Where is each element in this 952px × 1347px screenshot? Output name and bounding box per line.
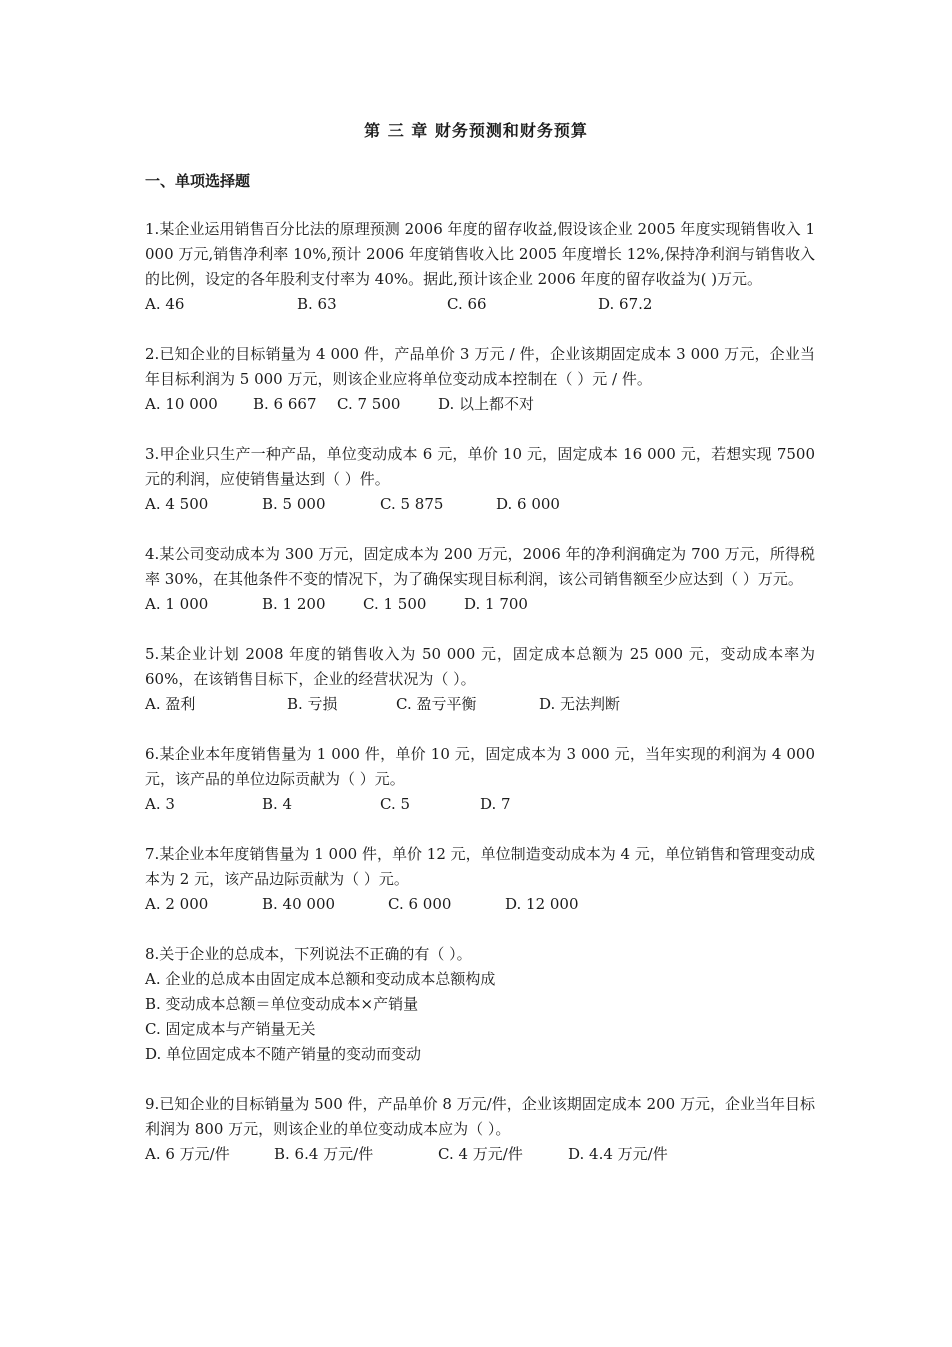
question-stem: 5.某企业计划 2008 年度的销售收入为 50 000 元，固定成本总额为 25 000 元，变动成本率为 60%，在该销售目标下，企业的经营状况为（ ）。: [145, 645, 815, 688]
option-b: B. 1 200: [262, 595, 326, 613]
question-stem: 8.关于企业的总成本，下列说法不正确的有（ ）。: [145, 945, 472, 963]
option-a: A. 3: [145, 795, 175, 813]
option-b: B. 4: [262, 795, 293, 813]
section-title: 一、单项选择题: [145, 172, 251, 190]
option-row: [145, 292, 815, 317]
option-row: [145, 692, 815, 717]
option-row: [145, 592, 815, 617]
question-stem: 7.某企业本年度销售量为 1 000 件，单价 12 元，单位制造变动成本为 4 元，单位销售和管理变动成本为 2 元，该产品边际贡献为（ ）元。: [145, 845, 815, 888]
option-c: C. 4 万元/件: [438, 1145, 523, 1163]
option-b: B. 63: [297, 295, 337, 313]
option-row: [145, 892, 815, 917]
option-a: A. 4 500: [145, 495, 209, 513]
option-a: A. 46: [145, 295, 185, 313]
question-9: [145, 1092, 815, 1167]
option-b: B. 变动成本总额＝单位变动成本×产销量: [145, 995, 419, 1013]
option-d: D. 6 000: [496, 495, 560, 513]
option-row: [145, 392, 815, 417]
option-row: [145, 492, 815, 517]
option-c: C. 6 000: [388, 895, 452, 913]
option-c: C. 66: [447, 295, 487, 313]
option-a: A. 1 000: [145, 595, 209, 613]
option-a: A. 2 000: [145, 895, 209, 913]
option-d: D. 单位固定成本不随产销量的变动而变动: [145, 1045, 422, 1063]
question-5: [145, 642, 815, 717]
option-c: C. 5 875: [380, 495, 444, 513]
question-stem: 2.已知企业的目标销量为 4 000 件，产品单价 3 万元 / 件，企业该期固定成本 3 000 万元，企业当年目标利润为 5 000 万元，则该企业应将单位变动成本控制在（ ）元 / 件。: [145, 345, 815, 388]
chapter-title: 第 三 章 财务预测和财务预算: [364, 121, 588, 140]
option-d: D. 以上都不对: [438, 395, 535, 413]
question-7: [145, 842, 815, 917]
option-d: D. 无法判断: [539, 695, 621, 713]
option-a: A. 盈利: [145, 695, 196, 713]
option-b: B. 40 000: [262, 895, 336, 913]
question-3: [145, 442, 815, 517]
option-b: B. 6.4 万元/件: [274, 1145, 374, 1163]
option-d: D. 12 000: [505, 895, 579, 913]
question-2: [145, 342, 815, 417]
question-list: [145, 217, 815, 1192]
question-stem: 4.某公司变动成本为 300 万元，固定成本为 200 万元，2006 年的净利润确定为 700 万元，所得税率 30%，在其他条件不变的情况下，为了确保实现目标利润，该公司销售额至少应达到（ ）万元。: [145, 545, 815, 588]
option-c: C. 7 500: [337, 395, 401, 413]
option-b: B. 6 667: [253, 395, 317, 413]
option-b: B. 亏损: [287, 695, 338, 713]
question-stem: 1.某企业运用销售百分比法的原理预测 2006 年度的留存收益,假设该企业 2005 年度实现销售收入 1 000 万元,销售净利率 10%,预计 2006 年度销售收入比 2005 年度增长 12%,保持净利润与销售收入的比例，设定的各年股利支付率为 40%。据此,预计该企业 2006 年度的留存收益为( )万元。: [145, 220, 815, 288]
option-b: B. 5 000: [262, 495, 326, 513]
question-8: [145, 942, 815, 1067]
question-1: [145, 217, 815, 317]
question-stem: 3.甲企业只生产一种产品，单位变动成本 6 元，单价 10 元，固定成本 16 000 元，若想实现 7500 元的利润，应使销售量达到（ ）件。: [145, 445, 815, 488]
option-d: D. 1 700: [464, 595, 528, 613]
option-c: C. 盈亏平衡: [396, 695, 477, 713]
option-d: D. 4.4 万元/件: [568, 1145, 668, 1163]
option-c: C. 1 500: [363, 595, 427, 613]
question-stem: 9.已知企业的目标销量为 500 件，产品单价 8 万元/件，企业该期固定成本 200 万元，企业当年目标利润为 800 万元，则该企业的单位变动成本应为（ ）。: [145, 1095, 815, 1138]
option-row: [145, 1142, 815, 1167]
option-d: D. 7: [480, 795, 511, 813]
option-a: A. 6 万元/件: [145, 1145, 230, 1163]
option-row: [145, 792, 815, 817]
question-stem: 6.某企业本年度销售量为 1 000 件，单价 10 元，固定成本为 3 000 元，当年实现的利润为 4 000 元，该产品的单位边际贡献为（ ）元。: [145, 745, 815, 788]
option-c: C. 5: [380, 795, 411, 813]
option-d: D. 67.2: [598, 295, 653, 313]
option-a: A. 10 000: [145, 395, 218, 413]
option-c: C. 固定成本与产销量无关: [145, 1020, 316, 1038]
question-4: [145, 542, 815, 617]
option-a: A. 企业的总成本由固定成本总额和变动成本总额构成: [145, 970, 496, 988]
question-6: [145, 742, 815, 817]
